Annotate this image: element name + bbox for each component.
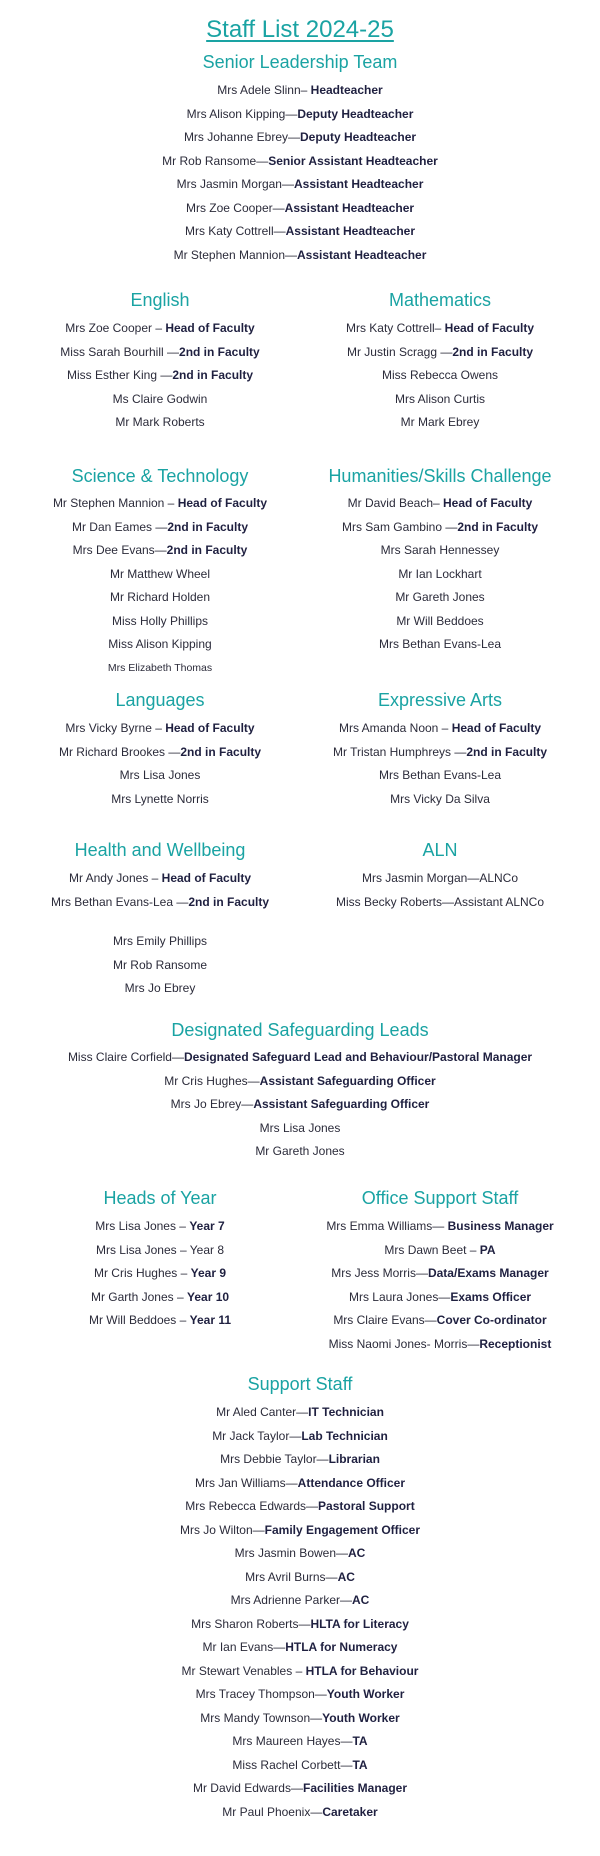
staff-role: Assistant Headteacher	[297, 247, 427, 262]
slt-staff-item	[0, 130, 600, 144]
staff-role: Attendance Officer	[297, 1475, 406, 1490]
staff-name: Mr Ian Evans—	[202, 1640, 286, 1654]
staff-role: AC	[337, 1569, 355, 1584]
support-staff-item	[0, 1711, 600, 1725]
staff-name: Mr Mark Roberts	[115, 415, 205, 429]
staff-role: Youth Worker	[326, 1687, 405, 1701]
staff-name: Mrs Jasmin Morgan—ALNCo	[361, 871, 519, 885]
science-staff-item	[30, 614, 290, 628]
staff-name: Mrs Lisa Jones – Year 8	[95, 1242, 225, 1257]
hoy-staff-item	[30, 1243, 290, 1257]
staff-role: HTLA for Numeracy	[285, 1640, 398, 1654]
staff-name: Mrs Adele Slinn–	[217, 83, 311, 97]
support-staff-item	[0, 1687, 600, 1701]
staff-name: Mr Will Beddoes –	[88, 1313, 190, 1327]
support-staff-item	[0, 1593, 600, 1607]
staff-name: Mr Justin Scragg —	[346, 344, 453, 359]
staff-name: Mrs Elizabeth Thomas	[107, 661, 213, 674]
aln-staff-item	[295, 871, 585, 885]
staff-name: Mrs Bethan Evans-Lea —	[50, 894, 189, 909]
humanities-staff-item	[295, 614, 585, 628]
staff-name: Ms Claire Godwin	[112, 391, 208, 406]
staff-name: Miss Rebecca Owens	[381, 368, 499, 382]
staff-name: Mrs Emily Phillips	[112, 934, 207, 948]
staff-name: Mr Stewart Venables –	[181, 1663, 306, 1678]
staff-role: Head of Faculty	[443, 496, 533, 510]
staff-role: PA	[479, 1242, 496, 1257]
safeguarding-staff-item	[0, 1121, 600, 1135]
science-staff-item	[30, 637, 290, 651]
staff-role: IT Technician	[308, 1405, 384, 1419]
staff-name: Mrs Jo Wilton—	[179, 1522, 265, 1537]
staff-name: Mr Ian Lockhart	[398, 566, 482, 581]
science-staff-item	[30, 496, 290, 510]
office-staff-item	[295, 1243, 585, 1257]
languages-staff-item	[30, 768, 290, 782]
office-heading: Office Support Staff	[361, 1188, 519, 1208]
expressive-staff-item	[295, 792, 585, 806]
slt-heading: Senior Leadership Team	[202, 52, 398, 72]
page-title: Staff List 2024-25	[206, 16, 394, 43]
staff-name: Mr Mark Ebrey	[400, 415, 480, 429]
support-staff-item	[0, 1452, 600, 1466]
staff-role: Designated Safeguard Lead and Behaviour/Pastoral Manager	[183, 1050, 533, 1064]
staff-name: Mr Will Beddoes	[396, 613, 484, 628]
staff-name: Mrs Lynette Norris	[111, 791, 209, 806]
hoy-staff-item	[30, 1290, 290, 1304]
staff-name: Mrs Zoe Cooper –	[65, 321, 166, 335]
staff-name: Mr Garth Jones –	[90, 1289, 187, 1304]
staff-name: Mr Matthew Wheel	[109, 566, 211, 581]
humanities-heading: Humanities/Skills Challenge	[328, 466, 552, 486]
staff-name: Mrs Jo Ebrey	[124, 981, 196, 995]
slt-staff-item	[0, 177, 600, 191]
staff-role: Senior Assistant Headteacher	[268, 153, 438, 168]
staff-role: Business Manager	[447, 1219, 554, 1233]
support-staff-item	[0, 1429, 600, 1443]
hoy-heading: Heads of Year	[103, 1188, 217, 1208]
english-heading: English	[130, 290, 190, 310]
staff-name: Mrs Jess Morris—	[331, 1266, 428, 1280]
slt-staff-item	[0, 83, 600, 97]
support-staff-item	[0, 1617, 600, 1631]
staff-name: Mrs Vicky Da Silva	[390, 791, 490, 806]
slt-staff-item	[0, 201, 600, 215]
staff-role: Headteacher	[310, 83, 383, 97]
slt-staff-item	[0, 107, 600, 121]
staff-name: Mrs Avril Burns—	[245, 1569, 338, 1584]
slt-staff-item	[0, 224, 600, 238]
staff-role: Head of Faculty	[444, 321, 535, 335]
staff-name: Mrs Katy Cottrell—	[184, 224, 286, 238]
staff-role: Head of Faculty	[177, 496, 268, 510]
maths-heading: Mathematics	[388, 290, 492, 310]
staff-name: Mrs Sarah Hennessey	[380, 543, 500, 557]
staff-name: Mrs Johanne Ebrey—	[183, 130, 300, 144]
safeguarding-staff-item	[0, 1144, 600, 1158]
staff-role: Year 7	[189, 1219, 225, 1233]
staff-name: Mrs Emma Williams—	[326, 1219, 448, 1233]
expressive-staff-item	[295, 721, 585, 735]
staff-name: Mrs Sharon Roberts—	[191, 1616, 311, 1631]
english-staff-item	[30, 415, 290, 429]
aln-heading: ALN	[422, 840, 458, 860]
hoy-staff-item	[30, 1219, 290, 1233]
support-staff-item	[0, 1781, 600, 1795]
staff-role: Facilities Manager	[302, 1781, 408, 1795]
safeguarding-staff-item	[0, 1074, 600, 1088]
expressive-staff-item	[295, 768, 585, 782]
languages-heading: Languages	[115, 690, 205, 710]
health-staff-item	[30, 895, 290, 909]
staff-role: Assistant Headteacher	[285, 224, 416, 238]
health-staff-item	[30, 871, 290, 885]
english-staff-item	[30, 321, 290, 335]
languages-staff-item	[30, 721, 290, 735]
staff-name: Mrs Jasmin Morgan—	[176, 177, 294, 191]
science-staff-item	[30, 590, 290, 604]
maths-staff-item	[295, 392, 585, 406]
staff-role: 2nd in Faculty	[188, 894, 270, 909]
staff-role: Year 10	[187, 1289, 230, 1304]
staff-name: Mr Tristan Humphreys —	[332, 744, 467, 759]
science-staff-item	[30, 543, 290, 557]
staff-name: Mr Richard Holden	[109, 590, 211, 604]
health-staff-item	[30, 958, 290, 972]
staff-role: Head of Faculty	[165, 721, 255, 735]
hoy-staff-item	[30, 1266, 290, 1280]
support-staff-item	[0, 1499, 600, 1513]
humanities-staff-item	[295, 567, 585, 581]
staff-name: Miss Sarah Bourhill —	[60, 344, 180, 359]
support-staff-item	[0, 1546, 600, 1560]
staff-role: AC	[352, 1593, 370, 1607]
staff-name: Mr Stephen Mannion –	[52, 496, 178, 510]
staff-role: Librarian	[328, 1452, 380, 1466]
expressive-staff-item	[295, 745, 585, 759]
support-staff-item	[0, 1805, 600, 1819]
hoy-staff-item	[30, 1313, 290, 1327]
staff-role: 2nd in Faculty	[179, 344, 260, 359]
support-staff-item	[0, 1758, 600, 1772]
staff-name: Miss Naomi Jones- Morris—	[328, 1336, 480, 1351]
english-staff-item	[30, 368, 290, 382]
maths-staff-item	[295, 415, 585, 429]
support-staff-item	[0, 1405, 600, 1419]
staff-name: Mrs Lisa Jones	[119, 768, 201, 782]
staff-role: Assistant Headteacher	[293, 177, 424, 191]
staff-role: TA	[352, 1757, 368, 1772]
staff-role: 2nd in Faculty	[166, 543, 248, 557]
staff-name: Mr Rob Ransome—	[162, 153, 269, 168]
staff-role: HLTA for Literacy	[310, 1616, 409, 1631]
staff-role: 2nd in Faculty	[466, 744, 548, 759]
staff-name: Mrs Alison Curtis	[394, 391, 486, 406]
maths-staff-item	[295, 368, 585, 382]
support-staff-item	[0, 1570, 600, 1584]
staff-name: Mrs Vicky Byrne –	[65, 721, 166, 735]
staff-role: Deputy Headteacher	[300, 130, 417, 144]
staff-name: Mr Richard Brookes —	[58, 744, 181, 759]
humanities-staff-item	[295, 520, 585, 534]
health-staff-item	[30, 934, 290, 948]
staff-name: Mrs Bethan Evans-Lea	[378, 637, 502, 651]
office-staff-item	[295, 1313, 585, 1327]
staff-role: 2nd in Faculty	[180, 744, 262, 759]
staff-role: Youth Worker	[322, 1710, 400, 1725]
science-staff-item	[30, 567, 290, 581]
safeguarding-heading: Designated Safeguarding Leads	[171, 1020, 429, 1040]
staff-role: Receptionist	[479, 1336, 552, 1351]
staff-name: Mrs Sam Gambino —	[341, 519, 458, 534]
staff-name: Mrs Debbie Taylor—	[220, 1452, 329, 1466]
staff-role: Year 11	[189, 1313, 232, 1327]
staff-role: Lab Technician	[301, 1428, 388, 1443]
office-staff-item	[295, 1337, 585, 1351]
staff-name: Mrs Dee Evans—	[72, 543, 167, 557]
safeguarding-staff-item	[0, 1050, 600, 1064]
slt-staff-item	[0, 154, 600, 168]
staff-role: Pastoral Support	[318, 1499, 415, 1513]
staff-name: Mrs Lisa Jones	[259, 1120, 341, 1135]
staff-role: Assistant Safeguarding Officer	[259, 1073, 436, 1088]
staff-name: Mrs Adrienne Parker—	[230, 1593, 353, 1607]
staff-role: Head of Faculty	[451, 721, 542, 735]
slt-staff-item	[0, 248, 600, 262]
staff-name: Mr Andy Jones –	[68, 871, 162, 885]
staff-role: 2nd in Faculty	[167, 519, 249, 534]
staff-name: Mrs Jasmin Bowen—	[234, 1546, 349, 1560]
health-staff-item	[30, 981, 290, 995]
english-staff-item	[30, 345, 290, 359]
staff-role: Family Engagement Officer	[264, 1522, 421, 1537]
staff-name: Miss Becky Roberts—Assistant ALNCo	[335, 894, 545, 909]
staff-role: HTLA for Behaviour	[305, 1663, 419, 1678]
staff-name: Mr Paul Phoenix—	[222, 1804, 323, 1819]
staff-role: 2nd in Faculty	[452, 344, 534, 359]
staff-name: Mr Jack Taylor—	[212, 1428, 302, 1443]
staff-name: Mrs Claire Evans—	[333, 1313, 437, 1327]
maths-staff-item	[295, 345, 585, 359]
staff-name: Mrs Maureen Hayes—	[232, 1734, 353, 1748]
staff-name: Miss Esther King —	[66, 368, 173, 382]
staff-name: Miss Alison Kipping	[108, 637, 212, 651]
staff-name: Mr Cris Hughes—	[164, 1073, 260, 1088]
staff-name: Miss Holly Phillips	[111, 613, 209, 628]
safeguarding-staff-item	[0, 1097, 600, 1111]
staff-name: Mrs Dawn Beet –	[384, 1242, 480, 1257]
staff-name: Mrs Zoe Cooper—	[185, 200, 285, 215]
staff-role: AC	[348, 1546, 366, 1560]
staff-name: Mrs Laura Jones—	[348, 1289, 451, 1304]
staff-name: Mr Cris Hughes –	[93, 1266, 191, 1280]
staff-name: Miss Rachel Corbett—	[232, 1757, 353, 1772]
staff-name: Mrs Jo Ebrey—	[170, 1097, 254, 1111]
staff-role: Head of Faculty	[165, 321, 255, 335]
staff-name: Mr Dan Eames —	[71, 519, 168, 534]
support-staff-item	[0, 1523, 600, 1537]
support-staff-item	[0, 1734, 600, 1748]
maths-staff-item	[295, 321, 585, 335]
staff-name: Mrs Bethan Evans-Lea	[378, 768, 502, 782]
science-staff-item	[30, 661, 290, 675]
office-staff-item	[295, 1290, 585, 1304]
science-heading: Science & Technology	[71, 466, 249, 486]
staff-name: Mr Gareth Jones	[395, 590, 485, 604]
support-staff-item	[0, 1664, 600, 1678]
science-staff-item	[30, 520, 290, 534]
staff-name: Mrs Rebecca Edwards—	[185, 1499, 319, 1513]
staff-role: 2nd in Faculty	[457, 519, 539, 534]
aln-staff-item	[295, 895, 585, 909]
staff-role: Assistant Headteacher	[284, 200, 415, 215]
english-staff-item	[30, 392, 290, 406]
staff-name: Mr Rob Ransome	[112, 957, 208, 972]
staff-role: Exams Officer	[450, 1289, 532, 1304]
health-heading: Health and Wellbeing	[74, 840, 246, 860]
staff-name: Mr David Beach–	[347, 496, 443, 510]
support-staff-item	[0, 1476, 600, 1490]
staff-role: Year 9	[190, 1266, 227, 1280]
humanities-staff-item	[295, 543, 585, 557]
staff-name: Mr David Edwards—	[192, 1781, 303, 1795]
languages-staff-item	[30, 792, 290, 806]
staff-name: Mr Aled Canter—	[216, 1405, 309, 1419]
staff-name: Mrs Katy Cottrell–	[345, 321, 445, 335]
staff-name: Mr Gareth Jones	[255, 1144, 345, 1158]
staff-name: Mrs Alison Kipping—	[186, 106, 298, 121]
staff-name: Mrs Mandy Townson—	[200, 1710, 323, 1725]
staff-name: Mrs Tracey Thompson—	[195, 1687, 327, 1701]
languages-staff-item	[30, 745, 290, 759]
humanities-staff-item	[295, 637, 585, 651]
staff-role: Assistant Safeguarding Officer	[253, 1097, 430, 1111]
staff-role: TA	[352, 1734, 368, 1748]
humanities-staff-item	[295, 590, 585, 604]
office-staff-item	[295, 1219, 585, 1233]
staff-role: Deputy Headteacher	[297, 106, 414, 121]
support-heading: Support Staff	[247, 1374, 353, 1394]
staff-role: Caretaker	[322, 1804, 378, 1819]
staff-role: Data/Exams Manager	[427, 1266, 549, 1280]
staff-name: Mr Stephen Mannion—	[173, 247, 297, 262]
staff-role: Cover Co-ordinator	[436, 1313, 547, 1327]
staff-name: Mrs Amanda Noon –	[338, 721, 452, 735]
staff-name: Mrs Jan Williams—	[194, 1475, 298, 1490]
office-staff-item	[295, 1266, 585, 1280]
staff-name: Miss Claire Corfield—	[67, 1050, 184, 1064]
staff-role: 2nd in Faculty	[172, 368, 254, 382]
humanities-staff-item	[295, 496, 585, 510]
support-staff-item	[0, 1640, 600, 1654]
staff-role: Head of Faculty	[161, 871, 252, 885]
staff-name: Mrs Lisa Jones –	[95, 1219, 190, 1233]
expressive-heading: Expressive Arts	[377, 690, 503, 710]
